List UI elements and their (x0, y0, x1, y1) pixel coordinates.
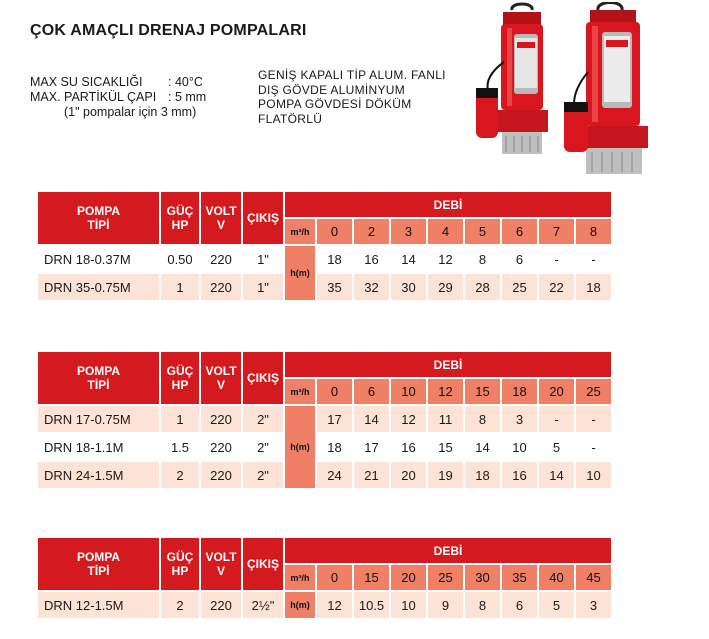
head-unit-cell: h(m) (285, 246, 315, 300)
pump-type-header: POMPA TİPİ (38, 352, 159, 404)
head-unit-cell: h(m) (285, 592, 315, 618)
flow-value-cell: 18 (502, 379, 537, 404)
flow-header: DEBİ (285, 538, 611, 563)
hp-cell: 0.50 (161, 246, 199, 272)
power-header: GÜÇ HP (161, 352, 199, 404)
feature-item: GENİŞ KAPALI TİP ALUM. FANLI (258, 68, 446, 82)
outlet-header: ÇIKIŞ (243, 352, 283, 404)
flow-value-cell: 0 (317, 379, 352, 404)
table-row (38, 406, 611, 432)
flow-value-cell: 25 (428, 565, 463, 590)
flow-value-cell: 30 (465, 565, 500, 590)
flow-value-cell: 6 (354, 379, 389, 404)
head-value-cell: 35 (317, 274, 352, 300)
flow-value-cell: 10 (391, 379, 426, 404)
volt-cell: 220 (201, 406, 241, 432)
head-value-cell: 32 (354, 274, 389, 300)
outlet-cell: 2" (243, 462, 283, 488)
flow-value-cell: 15 (354, 565, 389, 590)
outlet-cell: 2½" (243, 592, 283, 618)
pump-type-header: POMPA TİPİ (38, 538, 159, 590)
model-cell: DRN 24-1.5M (38, 462, 159, 488)
feature-list (258, 68, 446, 126)
spec-row (30, 75, 206, 90)
head-value-cell: 10 (576, 462, 611, 488)
head-value-cell: 16 (354, 246, 389, 272)
flow-value-cell: 25 (576, 379, 611, 404)
flow-unit-cell: m³/h (285, 565, 315, 590)
head-value-cell: 12 (428, 246, 463, 272)
model-cell: DRN 12-1.5M (38, 592, 159, 618)
voltage-header: VOLT V (201, 538, 241, 590)
head-value-cell: 28 (465, 274, 500, 300)
head-value-cell: 25 (502, 274, 537, 300)
flow-value-cell: 20 (539, 379, 574, 404)
head-value-cell: 3 (576, 592, 611, 618)
spec-label: MAX SU SICAKLIĞI (30, 75, 143, 89)
head-value-cell: 10 (502, 434, 537, 460)
head-value-cell: 22 (539, 274, 574, 300)
flow-value-cell: 35 (502, 565, 537, 590)
hp-cell: 1 (161, 274, 199, 300)
feature-item: FLATÖRLÜ (258, 111, 323, 126)
flow-value-cell: 45 (576, 565, 611, 590)
head-value-cell: 16 (502, 462, 537, 488)
head-value-cell: 18 (317, 246, 352, 272)
head-value-cell: 11 (428, 406, 463, 432)
head-value-cell: 16 (391, 434, 426, 460)
pump-product-image (470, 2, 670, 182)
spec-list (30, 75, 206, 120)
hp-cell: 1.5 (161, 434, 199, 460)
volt-cell: 220 (201, 592, 241, 618)
spec-label: MAX. PARTİKÜL ÇAPI (30, 90, 157, 104)
model-cell: DRN 17-0.75M (38, 406, 159, 432)
outlet-cell: 1" (243, 246, 283, 272)
table-row (38, 246, 611, 272)
power-header: GÜÇ HP (161, 192, 199, 244)
spec-note: (1" pompalar için 3 mm) (64, 105, 197, 119)
head-value-cell: 20 (391, 462, 426, 488)
model-cell: DRN 35-0.75M (38, 274, 159, 300)
flow-header: DEBİ (285, 352, 611, 377)
head-value-cell: 14 (465, 434, 500, 460)
head-value-cell: 14 (539, 462, 574, 488)
head-value-cell: 30 (391, 274, 426, 300)
large-pump-illustration (564, 3, 648, 175)
volt-cell: 220 (201, 462, 241, 488)
head-value-cell: - (576, 434, 611, 460)
pump-type-header: POMPA TİPİ (38, 192, 159, 244)
head-value-cell: 5 (539, 434, 574, 460)
head-value-cell: 18 (465, 462, 500, 488)
head-value-cell: 14 (354, 406, 389, 432)
flow-unit-cell: m³/h (285, 379, 315, 404)
head-value-cell: 14 (391, 246, 426, 272)
voltage-header: VOLT V (201, 192, 241, 244)
head-value-cell: 8 (465, 406, 500, 432)
flow-value-cell: 40 (539, 565, 574, 590)
flow-value-cell: 12 (428, 379, 463, 404)
head-unit-cell: h(m) (285, 406, 315, 488)
volt-cell: 220 (201, 434, 241, 460)
head-value-cell: 15 (428, 434, 463, 460)
pump-table-2 (36, 350, 613, 490)
model-cell: DRN 18-0.37M (38, 246, 159, 272)
head-value-cell: 10 (391, 592, 426, 618)
flow-value-cell: 8 (576, 219, 611, 244)
spec-value: : 40°C (168, 75, 203, 89)
flow-unit-cell: m³/h (285, 219, 315, 244)
head-value-cell: 17 (354, 434, 389, 460)
head-value-cell: 12 (391, 406, 426, 432)
head-value-cell: 6 (502, 592, 537, 618)
small-pump-illustration (476, 4, 548, 154)
voltage-header: VOLT V (201, 352, 241, 404)
volt-cell: 220 (201, 274, 241, 300)
head-value-cell: 5 (539, 592, 574, 618)
flow-value-cell: 15 (465, 379, 500, 404)
flow-value-cell: 3 (391, 219, 426, 244)
pump-table-3 (36, 536, 613, 620)
flow-value-cell: 2 (354, 219, 389, 244)
head-value-cell: 12 (317, 592, 352, 618)
head-value-cell: 21 (354, 462, 389, 488)
page-title: ÇOK AMAÇLI DRENAJ POMPALARI (30, 22, 307, 39)
head-value-cell: 29 (428, 274, 463, 300)
table-row (38, 274, 611, 300)
head-value-cell: 6 (502, 246, 537, 272)
outlet-cell: 1" (243, 274, 283, 300)
volt-cell: 220 (201, 246, 241, 272)
table-row (38, 434, 611, 460)
spec-value: : 5 mm (168, 90, 207, 104)
flow-value-cell: 20 (391, 565, 426, 590)
head-value-cell: - (576, 406, 611, 432)
outlet-header: ÇIKIŞ (243, 192, 283, 244)
head-value-cell: 8 (465, 592, 500, 618)
power-header: GÜÇ HP (161, 538, 199, 590)
head-value-cell: 18 (317, 434, 352, 460)
head-value-cell: - (576, 246, 611, 272)
feature-item: POMPA GÖVDESİ DÖKÜM (258, 97, 412, 111)
head-value-cell: 10.5 (354, 592, 389, 618)
head-value-cell: 19 (428, 462, 463, 488)
hp-cell: 1 (161, 406, 199, 432)
head-value-cell: - (539, 246, 574, 272)
head-value-cell: 9 (428, 592, 463, 618)
hp-cell: 2 (161, 462, 199, 488)
spec-row (30, 90, 206, 105)
flow-value-cell: 0 (317, 219, 352, 244)
outlet-header: ÇIKIŞ (243, 538, 283, 590)
flow-value-cell: 5 (465, 219, 500, 244)
head-value-cell: 24 (317, 462, 352, 488)
feature-item: DIŞ GÖVDE ALUMİNYUM (258, 82, 406, 97)
flow-value-cell: 4 (428, 219, 463, 244)
hp-cell: 2 (161, 592, 199, 618)
outlet-cell: 2" (243, 434, 283, 460)
head-value-cell: 18 (576, 274, 611, 300)
flow-header: DEBİ (285, 192, 611, 217)
table-row (38, 462, 611, 488)
head-value-cell: 3 (502, 406, 537, 432)
table-row (38, 592, 611, 618)
pump-table-1 (36, 190, 613, 302)
head-value-cell: 8 (465, 246, 500, 272)
outlet-cell: 2" (243, 406, 283, 432)
head-value-cell: 17 (317, 406, 352, 432)
head-value-cell: - (539, 406, 574, 432)
flow-value-cell: 6 (502, 219, 537, 244)
flow-value-cell: 7 (539, 219, 574, 244)
flow-value-cell: 0 (317, 565, 352, 590)
model-cell: DRN 18-1.1M (38, 434, 159, 460)
